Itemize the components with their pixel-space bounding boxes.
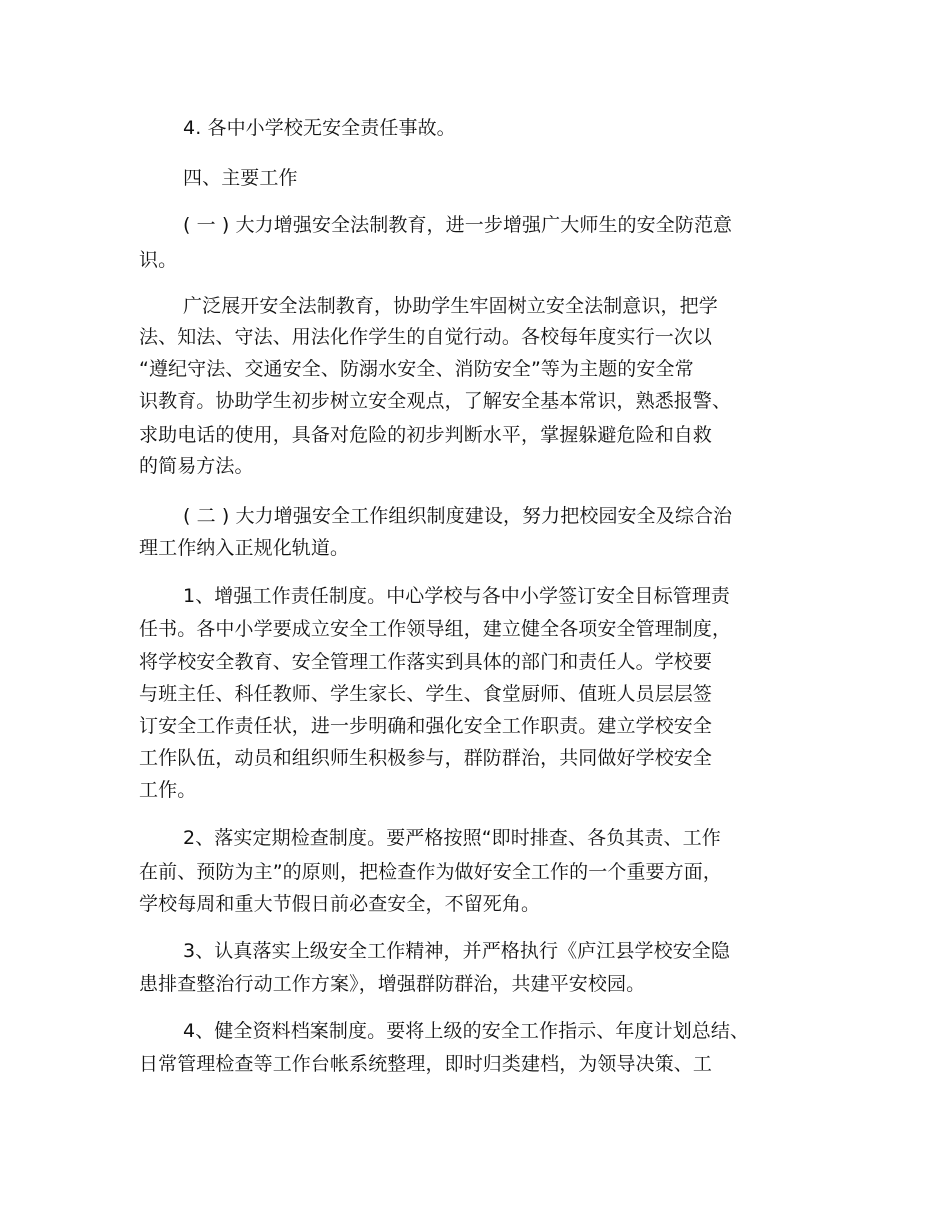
- body-p4-line-3: “遵纪守法、交通安全、防溺水安全、消防安全”等为主题的安全常: [139, 358, 694, 380]
- body-p9-line-1: 4、健全资料档案制度。要将上级的安全工作指示、年度计划总结、: [183, 1020, 750, 1042]
- body-p6-line-1: 1、增强工作责任制度。中心学校与各中小学签订安全目标管理责: [183, 585, 730, 607]
- body-p6-line-2: 任书。各中小学要成立安全工作领导组，建立健全各项安全管理制度，: [139, 618, 732, 640]
- section-heading: 四、主要工作: [183, 167, 298, 189]
- body-p6-line-3: 将学校安全教育、安全管理工作落实到具体的部门和责任人。学校要: [139, 651, 713, 673]
- subheading-1-line-1: ( 一 ) 大力增强安全法制教育，进一步增强广大师生的安全防范意: [183, 214, 733, 236]
- body-p6-line-6: 工作队伍，动员和组织师生积极参与，群防群治，共同做好学校安全: [139, 747, 713, 769]
- body-p6-line-4: 与班主任、科任教师、学生家长、学生、食堂厨师、值班人员层层签: [139, 683, 713, 705]
- body-p8-line-1: 3、认真落实上级安全工作精神，并严格执行《庐江县学校安全隐: [183, 940, 730, 962]
- body-p4-line-6: 的简易方法。: [139, 455, 254, 477]
- body-p4-line-4: 识教育。协助学生初步树立安全观点，了解安全基本常识，熟悉报警、: [139, 390, 732, 412]
- line-p1-1: 4. 各中小学校无安全责任事故。: [183, 117, 456, 139]
- body-p4-line-2: 法、知法、守法、用法化作学生的自觉行动。各校每年度实行一次以: [139, 326, 713, 348]
- body-p9-line-2: 日常管理检查等工作台帐系统整理，即时归类建档，为领导决策、工: [139, 1053, 713, 1075]
- subheading-2-line-2: 理工作纳入正规化轨道。: [139, 537, 350, 559]
- subheading-2-line-1: ( 二 ) 大力增强安全工作组织制度建设，努力把校园安全及综合治: [183, 505, 733, 527]
- body-p8-line-2: 患排查整治行动工作方案》，增强群防群治，共建平安校园。: [139, 973, 646, 995]
- body-p7-line-1: 2、落实定期检查制度。要严格按照“即时排查、各负其责、工作: [183, 827, 721, 849]
- body-p4-line-1: 广泛展开安全法制教育，协助学生牢固树立安全法制意识，把学: [183, 295, 718, 317]
- body-p6-line-7: 工作。: [139, 779, 197, 801]
- body-p7-line-3: 学校每周和重大节假日前必查安全，不留死角。: [139, 893, 541, 915]
- body-p7-line-2: 在前、预防为主”的原则，把检查作为做好安全工作的一个重要方面，: [139, 861, 722, 883]
- body-p6-line-5: 订安全工作责任状，进一步明确和强化安全工作职责。建立学校安全: [139, 715, 713, 737]
- subheading-1-line-2: 识。: [139, 249, 178, 271]
- body-p4-line-5: 求助电话的使用，具备对危险的初步判断水平，掌握躲避危险和自救: [139, 424, 713, 446]
